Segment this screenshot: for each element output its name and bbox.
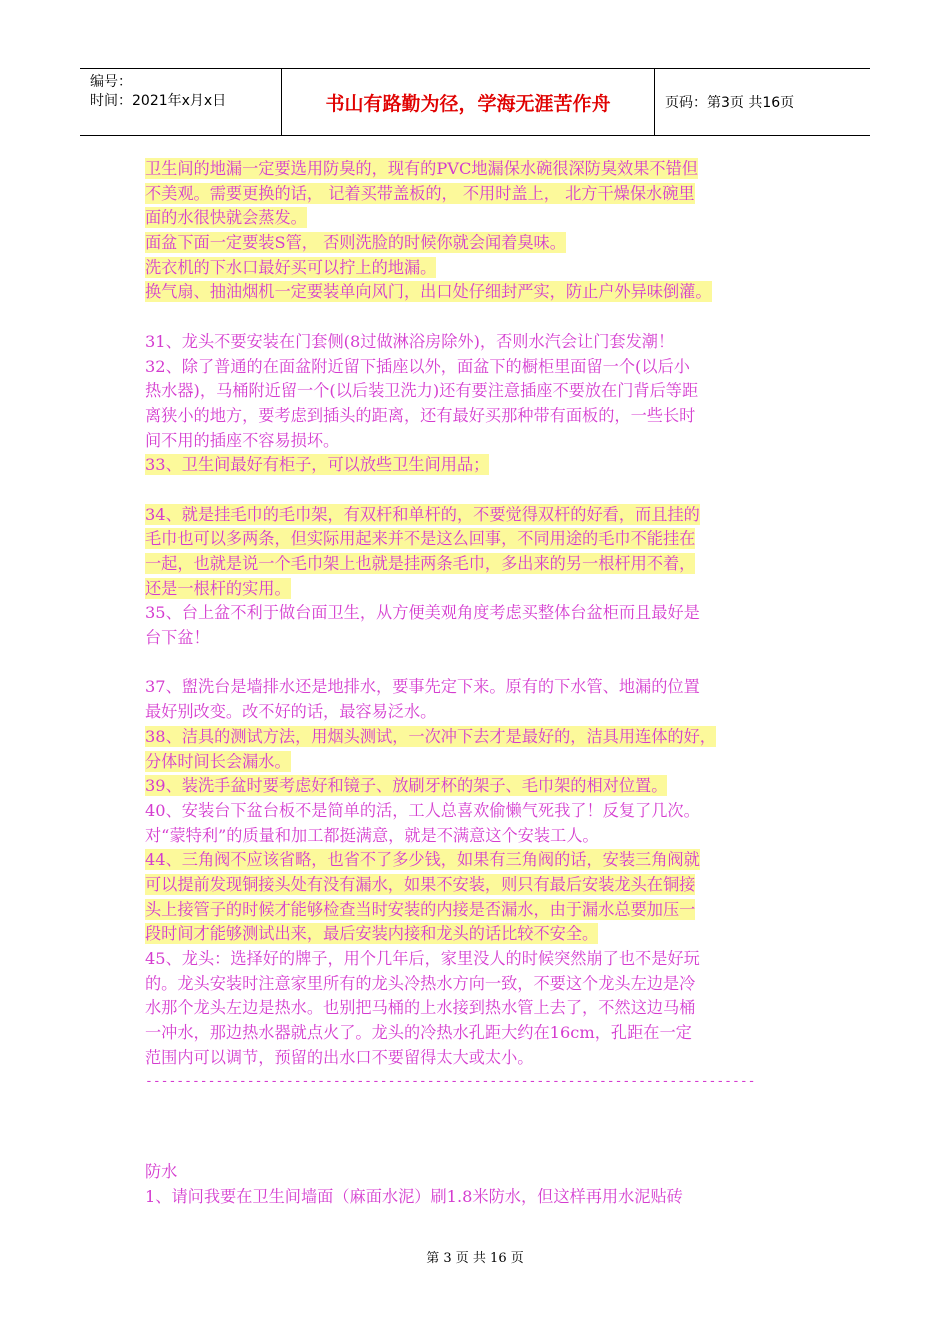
line-text: 头上接管子的时候才能够检查当时安装的内接是否漏水，由于漏水总要加压一 [145,899,696,919]
line-text: 卫生间的地漏一定要选用防臭的，现有的PVC地漏保水碗很深防臭效果不错但 [145,159,698,178]
line-text: 32、除了普通的在面盆附近留下插座以外，面盆下的橱柜里面留一个(以后小 [145,356,690,376]
paragraph-line [145,404,825,429]
paragraph-line [145,256,825,281]
line-text: ------------------------------------------------------------------------------ [145,1074,756,1090]
line-text: 台下盆！ [145,628,210,648]
paragraph-line [145,947,825,972]
paragraph-line [145,799,825,824]
paragraph-line [145,774,825,799]
line-text: 34、就是挂毛巾的毛巾架，有双杆和单杆的，不要觉得双杆的好看，而且挂的 [145,504,700,524]
line-text: 45、龙头：选择好的牌子，用个几年后，家里没人的时候突然崩了也不是好玩 [145,949,700,968]
separator-line [145,1070,825,1095]
line-text: 范围内可以调节，预留的出水口不要留得太大或太小。 [145,1047,534,1067]
line-text: 37、盥洗台是墙排水还是地排水，要事先定下来。原有的下水管、地漏的位置 [145,677,700,697]
section-waterproof [145,1160,825,1209]
line-text: 的。龙头安装时注意家里所有的龙头冷热水方向一致，不要这个龙头左边是冷 [145,973,696,993]
line-text: 38、洁具的测试方法，用烟头测试，一次冲下去才是最好的，洁具用连体的好， [145,726,716,746]
paragraph-line [145,355,825,380]
paragraph-line [145,972,825,997]
paragraph-line [145,675,825,700]
paragraph-line [145,157,825,182]
line-text: 44、三角阀不应该省略，也省不了多少钱，如果有三角阀的话，安装三角阀就 [145,850,700,870]
section-title: 防水 [145,1162,178,1181]
paragraph-line [145,182,825,207]
number-label: 编号： [90,74,132,90]
line-text: 毛巾也可以多两条，但实际用起来并不是这么回事，不同用途的毛巾不能挂在 [145,529,696,549]
paragraph-line [145,330,825,355]
line-text: 可以提前发现铜接头处有没有漏水，如果不安装，则只有最后安装龙头在铜接 [145,874,696,894]
header-meta [80,69,282,135]
paragraph-line [145,898,825,923]
line-text: 水那个龙头左边是热水。也别把马桶的上水接到热水管上去了，不然这边马桶 [145,998,696,1018]
paragraph-line [145,527,825,552]
paragraph-line [145,824,825,849]
paragraph-line [145,626,825,651]
page-footer: 第 3 页 共 16 页 [426,1251,524,1266]
line-text: 换气扇、抽油烟机一定要装单向风门，出口处仔细封严实，防止户外异味倒灌。 [145,282,712,302]
document-body [145,157,825,1095]
paragraph-line [145,577,825,602]
paragraph-line [145,601,825,626]
paragraph-line [145,429,825,454]
line-text: 间不用的插座不容易损坏。 [145,430,340,450]
paragraph-line [145,379,825,404]
line-text: 最好别改变。改不好的话，最容易泛水。 [145,702,437,722]
line-text: 面的水很快就会蒸发。 [145,208,307,228]
line-text: 分体时间长会漏水。 [145,751,291,771]
line-text: 39、装洗手盆时要考虑好和镜子、放刷牙杯的架子、毛巾架的相对位置。 [145,776,668,796]
paragraph-line [145,453,825,478]
paragraph-line [145,1021,825,1046]
paragraph-line [145,503,825,528]
paragraph-line [145,280,825,305]
line-text: 段时间才能够测试出来，最后安装内接和龙头的话比较不安全。 [145,924,599,944]
line-text: 面盆下面一定要装S管， 否则洗脸的时候你就会闻着臭味。 [145,233,566,253]
paragraph-line [145,922,825,947]
line-text: 31、龙头不要安装在门套侧(8过做淋浴房除外)，否则水汽会让门套发潮！ [145,331,675,351]
paragraph-line [145,848,825,873]
paragraph-line [145,700,825,725]
line-text: 不美观。需要更换的话， 记着买带盖板的， 不用时盖上， 北方干燥保水碗里 [145,183,695,203]
paragraph-line: 1、请问我要在卫生间墙面（麻面水泥）刷1.8米防水，但这样再用水泥贴砖 [145,1186,683,1206]
paragraph-line [145,996,825,1021]
line-text: 热水器)，马桶附近留一个(以后装卫洗力)还有要注意插座不要放在门背后等距 [145,381,699,401]
paragraph-line [145,231,825,256]
line-text: 离狭小的地方，要考虑到插头的距离，还有最好买那种带有面板的，一些长时 [145,405,696,425]
paragraph-line [145,725,825,750]
line-text: 一起，也就是说一个毛巾架上也就是挂两条毛巾，多出来的另一根杆用不着， [145,554,696,573]
header-table [80,68,870,136]
line-text: 一冲水，那边热水器就点火了。龙头的冷热水孔距大约在16cm，孔距在一定 [145,1023,692,1043]
paragraph-line [145,873,825,898]
paragraph-line [145,552,825,577]
blank-line [145,478,825,503]
paragraph-line [145,1046,825,1071]
paragraph-line [145,750,825,775]
time-label: 时间：2021年x月x日 [90,93,227,109]
line-text: 对“蒙特利”的质量和加工都挺满意，就是不满意这个安装工人。 [145,825,599,845]
line-text: 洗衣机的下水口最好买可以拧上的地漏。 [145,257,437,277]
line-text: 还是一根杆的实用。 [145,578,291,598]
line-text: 35、台上盆不利于做台面卫生，从方便美观角度考虑买整体台盆柜而且最好是 [145,603,700,623]
blank-line [145,305,825,330]
line-text: 40、安装台下盆台板不是简单的活，工人总喜欢偷懒气死我了！反复了几次。 [145,800,700,820]
blank-line [145,651,825,676]
paragraph-line [145,206,825,231]
header-motto: 书山有路勤为径，学海无涯苦作舟 [282,69,655,135]
header-page-code: 页码：第3页 共16页 [665,95,795,111]
line-text: 33、卫生间最好有柜子，可以放些卫生间用品； [145,455,490,475]
